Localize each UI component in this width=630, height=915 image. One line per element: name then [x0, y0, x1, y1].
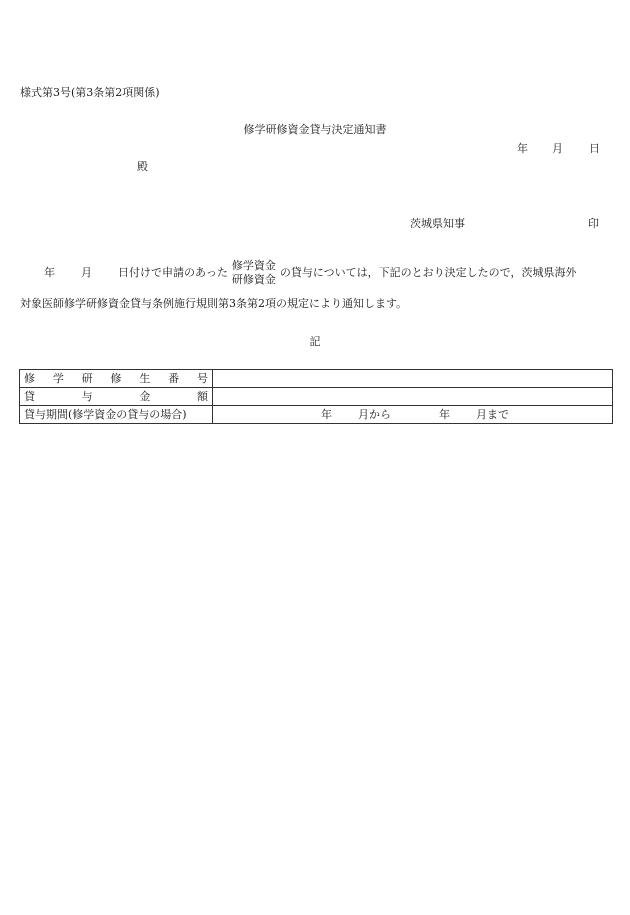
- period-month-from: 月から: [358, 408, 391, 421]
- document-title: 修学研修資金貸与決定通知書: [243, 123, 387, 136]
- body-line-1: [20, 258, 620, 288]
- period-month-to: 月まで: [476, 408, 509, 421]
- date-month: 月: [552, 142, 563, 155]
- loan-period-value: [213, 406, 613, 424]
- body-line-2: 対象医師修学研修資金貸与条例施行規則第3条第2項の規定により通知します。: [20, 297, 408, 310]
- addressee-honorific: 殿: [137, 160, 148, 173]
- body-month: 月: [81, 266, 92, 279]
- student-number-value: [213, 370, 613, 388]
- student-number-label: 修 学 研 修 生 番 号: [20, 370, 213, 388]
- ki-heading: 記: [309, 335, 321, 348]
- date-year: 年: [517, 142, 528, 155]
- table-row: [20, 370, 613, 388]
- form-number: 様式第3号(第3条第2項関係): [20, 86, 160, 99]
- detail-table: [19, 369, 613, 424]
- loan-amount-label: 貸 与 金 額: [20, 388, 213, 406]
- table-row: [20, 406, 613, 424]
- loan-amount-value: [213, 388, 613, 406]
- period-year-from: 年: [321, 408, 332, 421]
- body-year: 年: [44, 266, 55, 279]
- date-day: 日: [589, 142, 600, 155]
- table-row: [20, 388, 613, 406]
- period-year-to: 年: [439, 408, 450, 421]
- body-line-1-rest: の貸与については，下記のとおり決定したので，茨城県海外: [279, 266, 577, 279]
- seal-mark: 印: [588, 217, 599, 230]
- fund-option-kenshu: 研修資金: [231, 273, 276, 286]
- fund-type-options: [232, 259, 276, 287]
- fund-option-shugaku: 修学資金: [231, 259, 276, 272]
- loan-period-label: 貸与期間(修学資金の貸与の場合): [20, 406, 213, 424]
- body-day-text: 日付けで申請のあった: [118, 266, 228, 279]
- issuer-name: 茨城県知事: [410, 217, 465, 230]
